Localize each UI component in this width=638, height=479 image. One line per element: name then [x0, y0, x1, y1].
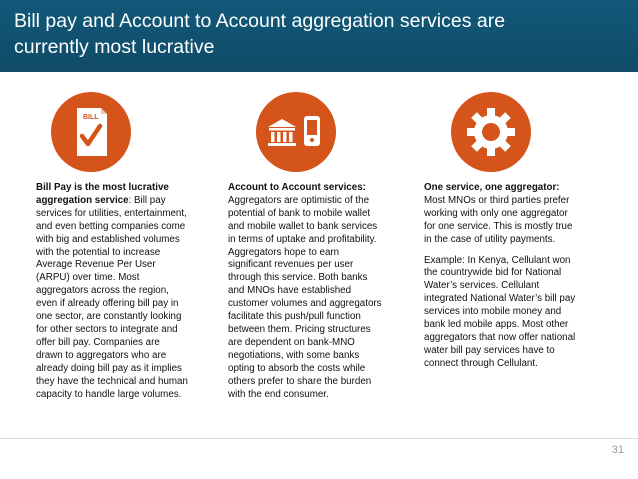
- column-text-line: aggregators across the region,: [36, 285, 169, 297]
- column-text-line: offer bill pay. Companies are: [36, 336, 160, 348]
- column-text-line: services for utilities, entertainment,: [36, 207, 187, 219]
- bank-phone-icon: [256, 92, 336, 172]
- column-text-line: in the case of utility payments.: [424, 233, 556, 245]
- column-text-line: Water’s services. Cellulant: [424, 280, 540, 292]
- column-text-line: and mobile wallet to bank services: [228, 220, 378, 232]
- column-text-line: Average Revenue Per User: [36, 259, 156, 271]
- column-text-line: opting to absorb the costs while: [228, 362, 366, 374]
- column-text-line: and MNOs have established: [228, 285, 352, 297]
- column-text-line: one sector, are constantly looking: [36, 311, 182, 323]
- column-text-line: with big and established volumes: [36, 233, 180, 245]
- column-text-line: facilitate this push/pull function: [228, 311, 361, 323]
- slide-title: [14, 8, 624, 60]
- column-text-line: and even betting companies come: [36, 220, 186, 232]
- account-to-account-column: [228, 182, 408, 401]
- bank-icon: [268, 119, 296, 146]
- column-text-line: they have the technical and human: [36, 375, 188, 387]
- column-text-line: Aggregators hope to earn: [228, 246, 340, 258]
- column-text-line: water bill pay services have to: [424, 344, 555, 356]
- column-text-line: already doing bill pay as it implies: [36, 362, 182, 374]
- column-text-line: capacity to handle large volumes.: [36, 388, 182, 400]
- column-text-line: with the potential to increase: [36, 246, 161, 258]
- title-banner: [0, 0, 638, 72]
- column-text-line: customer volumes and aggregators: [228, 298, 382, 310]
- column-text-line: the countrywide bid for National: [424, 267, 562, 279]
- column-text-line: in terms of uptake and profitability.: [228, 233, 377, 245]
- column-text-line: bank led mobile apps. Most other: [424, 319, 569, 331]
- footer-divider: [0, 438, 638, 439]
- column-text-line: integrated National Water’s bill pay: [424, 293, 576, 305]
- page-number: 31: [611, 444, 624, 456]
- phone-icon: [304, 116, 320, 146]
- column-text-line: negotiations, with some banks: [228, 349, 360, 361]
- column-text-line: for one service. This is mostly true: [424, 220, 573, 232]
- column-text-line: significant revenues per user: [228, 259, 354, 271]
- column-text-line: Example: In Kenya, Cellulant won: [424, 254, 571, 266]
- column-text-line: are dependent on bank-MNO: [228, 336, 355, 348]
- column-text-line: aggregation service: Bill pay: [36, 194, 166, 206]
- one-aggregator-column: [424, 182, 604, 371]
- paragraph-gap: [424, 247, 604, 255]
- column-text-line: for other sectors to integrate and: [36, 323, 178, 335]
- column-text-line: potential of bank to mobile wallet: [228, 207, 371, 219]
- column-heading: One service, one aggregator:: [424, 182, 560, 193]
- title-line: Bill pay and Account to Account aggregation services are: [14, 10, 506, 32]
- column-text-line: services into mobile money and: [424, 306, 562, 318]
- column-text-line: between them. Pricing structures: [228, 323, 371, 335]
- title-line: currently most lucrative: [14, 36, 215, 58]
- bill-label: BILL: [83, 114, 99, 121]
- column-heading: Account to Account services:: [228, 182, 366, 193]
- column-text-line: through this service. Both banks: [228, 272, 368, 284]
- column-text-line: Most MNOs or third parties prefer: [424, 194, 570, 206]
- bill-document-icon: [51, 92, 131, 172]
- column-text-line: Aggregators are optimistic of the: [228, 194, 370, 206]
- bill-check-icon: [51, 92, 131, 172]
- column-text-line: (ARPU) over time. Most: [36, 272, 140, 284]
- bill-pay-column: [36, 182, 216, 401]
- gear-icon: [451, 92, 531, 172]
- column-text-line: connect through Cellulant.: [424, 357, 538, 369]
- column-text-line: working with only one aggregator: [424, 207, 568, 219]
- column-text-line: aggregators that now offer national: [424, 331, 576, 343]
- column-heading: Bill Pay is the most lucrative: [36, 182, 169, 193]
- column-text-line: drawn to aggregators who are: [36, 349, 167, 361]
- column-text-line: with the end consumer.: [228, 388, 329, 400]
- column-text-line: others prefer to share the burden: [228, 375, 372, 387]
- column-text-line: even if already offering bill pay in: [36, 298, 179, 310]
